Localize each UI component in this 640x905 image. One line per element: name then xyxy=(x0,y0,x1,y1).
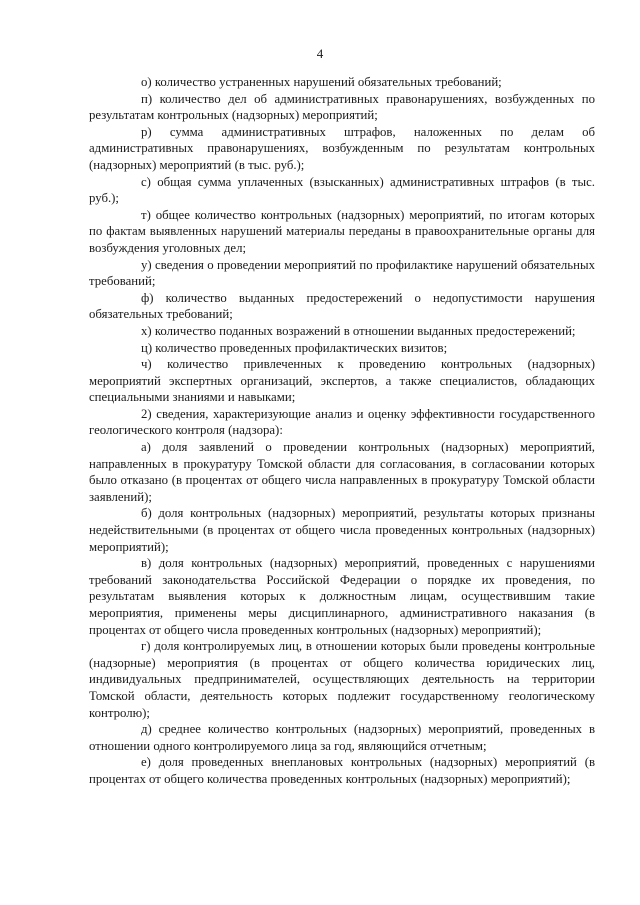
paragraph-p: п) количество дел об административных правонарушениях, возбужденных по результатам контрольных (надзорных) мероприятий; xyxy=(89,91,595,123)
paragraph-ts: ц) количество проведенных профилактических визитов; xyxy=(141,340,448,355)
paragraph-kh: х) количество поданных возражений в отношении выданных предостережений; xyxy=(141,323,576,338)
page-number: 4 xyxy=(316,46,324,61)
paragraph-b: б) доля контрольных (надзорных) мероприятий, результаты которых признаны недействительными (в процентах от общего числа проведенных контрольных (надзорных) мероприятий); xyxy=(89,506,595,554)
paragraph-o: о) количество устраненных нарушений обязательных требований; xyxy=(141,75,502,89)
paragraph-u: у) сведения о проведении мероприятий по профилактике нарушений обязательных требований; xyxy=(89,257,595,289)
paragraph-ch: ч) количество привлеченных к проведению контрольных (надзорных) мероприятий экспертных организаций, экспертов, а также специалистов, обладающих специальными знаниями и навыками; xyxy=(89,357,595,405)
paragraph-a: а) доля заявлений о проведении контрольных (надзорных) мероприятий, направленных в прокуратуру Томской области для согласования, в согласовании которых было отказано (в процентах от общего числа направленных в прокуратуру Томской области заявлений); xyxy=(89,440,595,504)
document-body xyxy=(89,74,595,788)
paragraph-s: с) общая сумма уплаченных (взысканных) административных штрафов (в тыс. руб.); xyxy=(89,174,595,206)
paragraph-r: р) сумма административных штрафов, наложенных по делам об административных правонарушениях, возбужденным по результатам контрольных (надзорных) мероприятий (в тыс. руб.); xyxy=(89,124,595,172)
paragraph-t: т) общее количество контрольных (надзорных) мероприятий, по итогам которых по фактам выявленных нарушений материалы переданы в правоохранительные органы для возбуждения уголовных дел; xyxy=(89,207,595,255)
paragraph-e: е) доля проведенных внеплановых контрольных (надзорных) мероприятий (в процентах от общего количества проведенных контрольных (надзорных) мероприятий); xyxy=(89,755,595,786)
paragraph-f: ф) количество выданных предостережений о недопустимости нарушения обязательных требований; xyxy=(89,290,595,322)
paragraph-v: в) доля контрольных (надзорных) мероприятий, проведенных с нарушениями требований законодательства Российской Федерации о порядке их проведения, по результатам выявления которых к должностным лицам, осуществившим такие мероприятия, применены меры дисциплинарного, административного наказания (в процентах от общего числа проведенных контрольных (надзорных) мероприятий); xyxy=(89,556,595,637)
paragraph-2: 2) сведения, характеризующие анализ и оценку эффективности государственного геологического контроля (надзора): xyxy=(89,406,595,438)
paragraph-d: д) среднее количество контрольных (надзорных) мероприятий, проведенных в отношении одного контролируемого лица за год, являющийся отчетным; xyxy=(89,722,595,753)
paragraph-g: г) доля контролируемых лиц, в отношении которых были проведены контрольные (надзорные) мероприятия (в процентах от общего количества юридических лиц, индивидуальных предпринимателей, осуществляющих деятельность на территории Томской области, деятельность которых подлежит государственному геологическому контролю); xyxy=(89,639,595,720)
